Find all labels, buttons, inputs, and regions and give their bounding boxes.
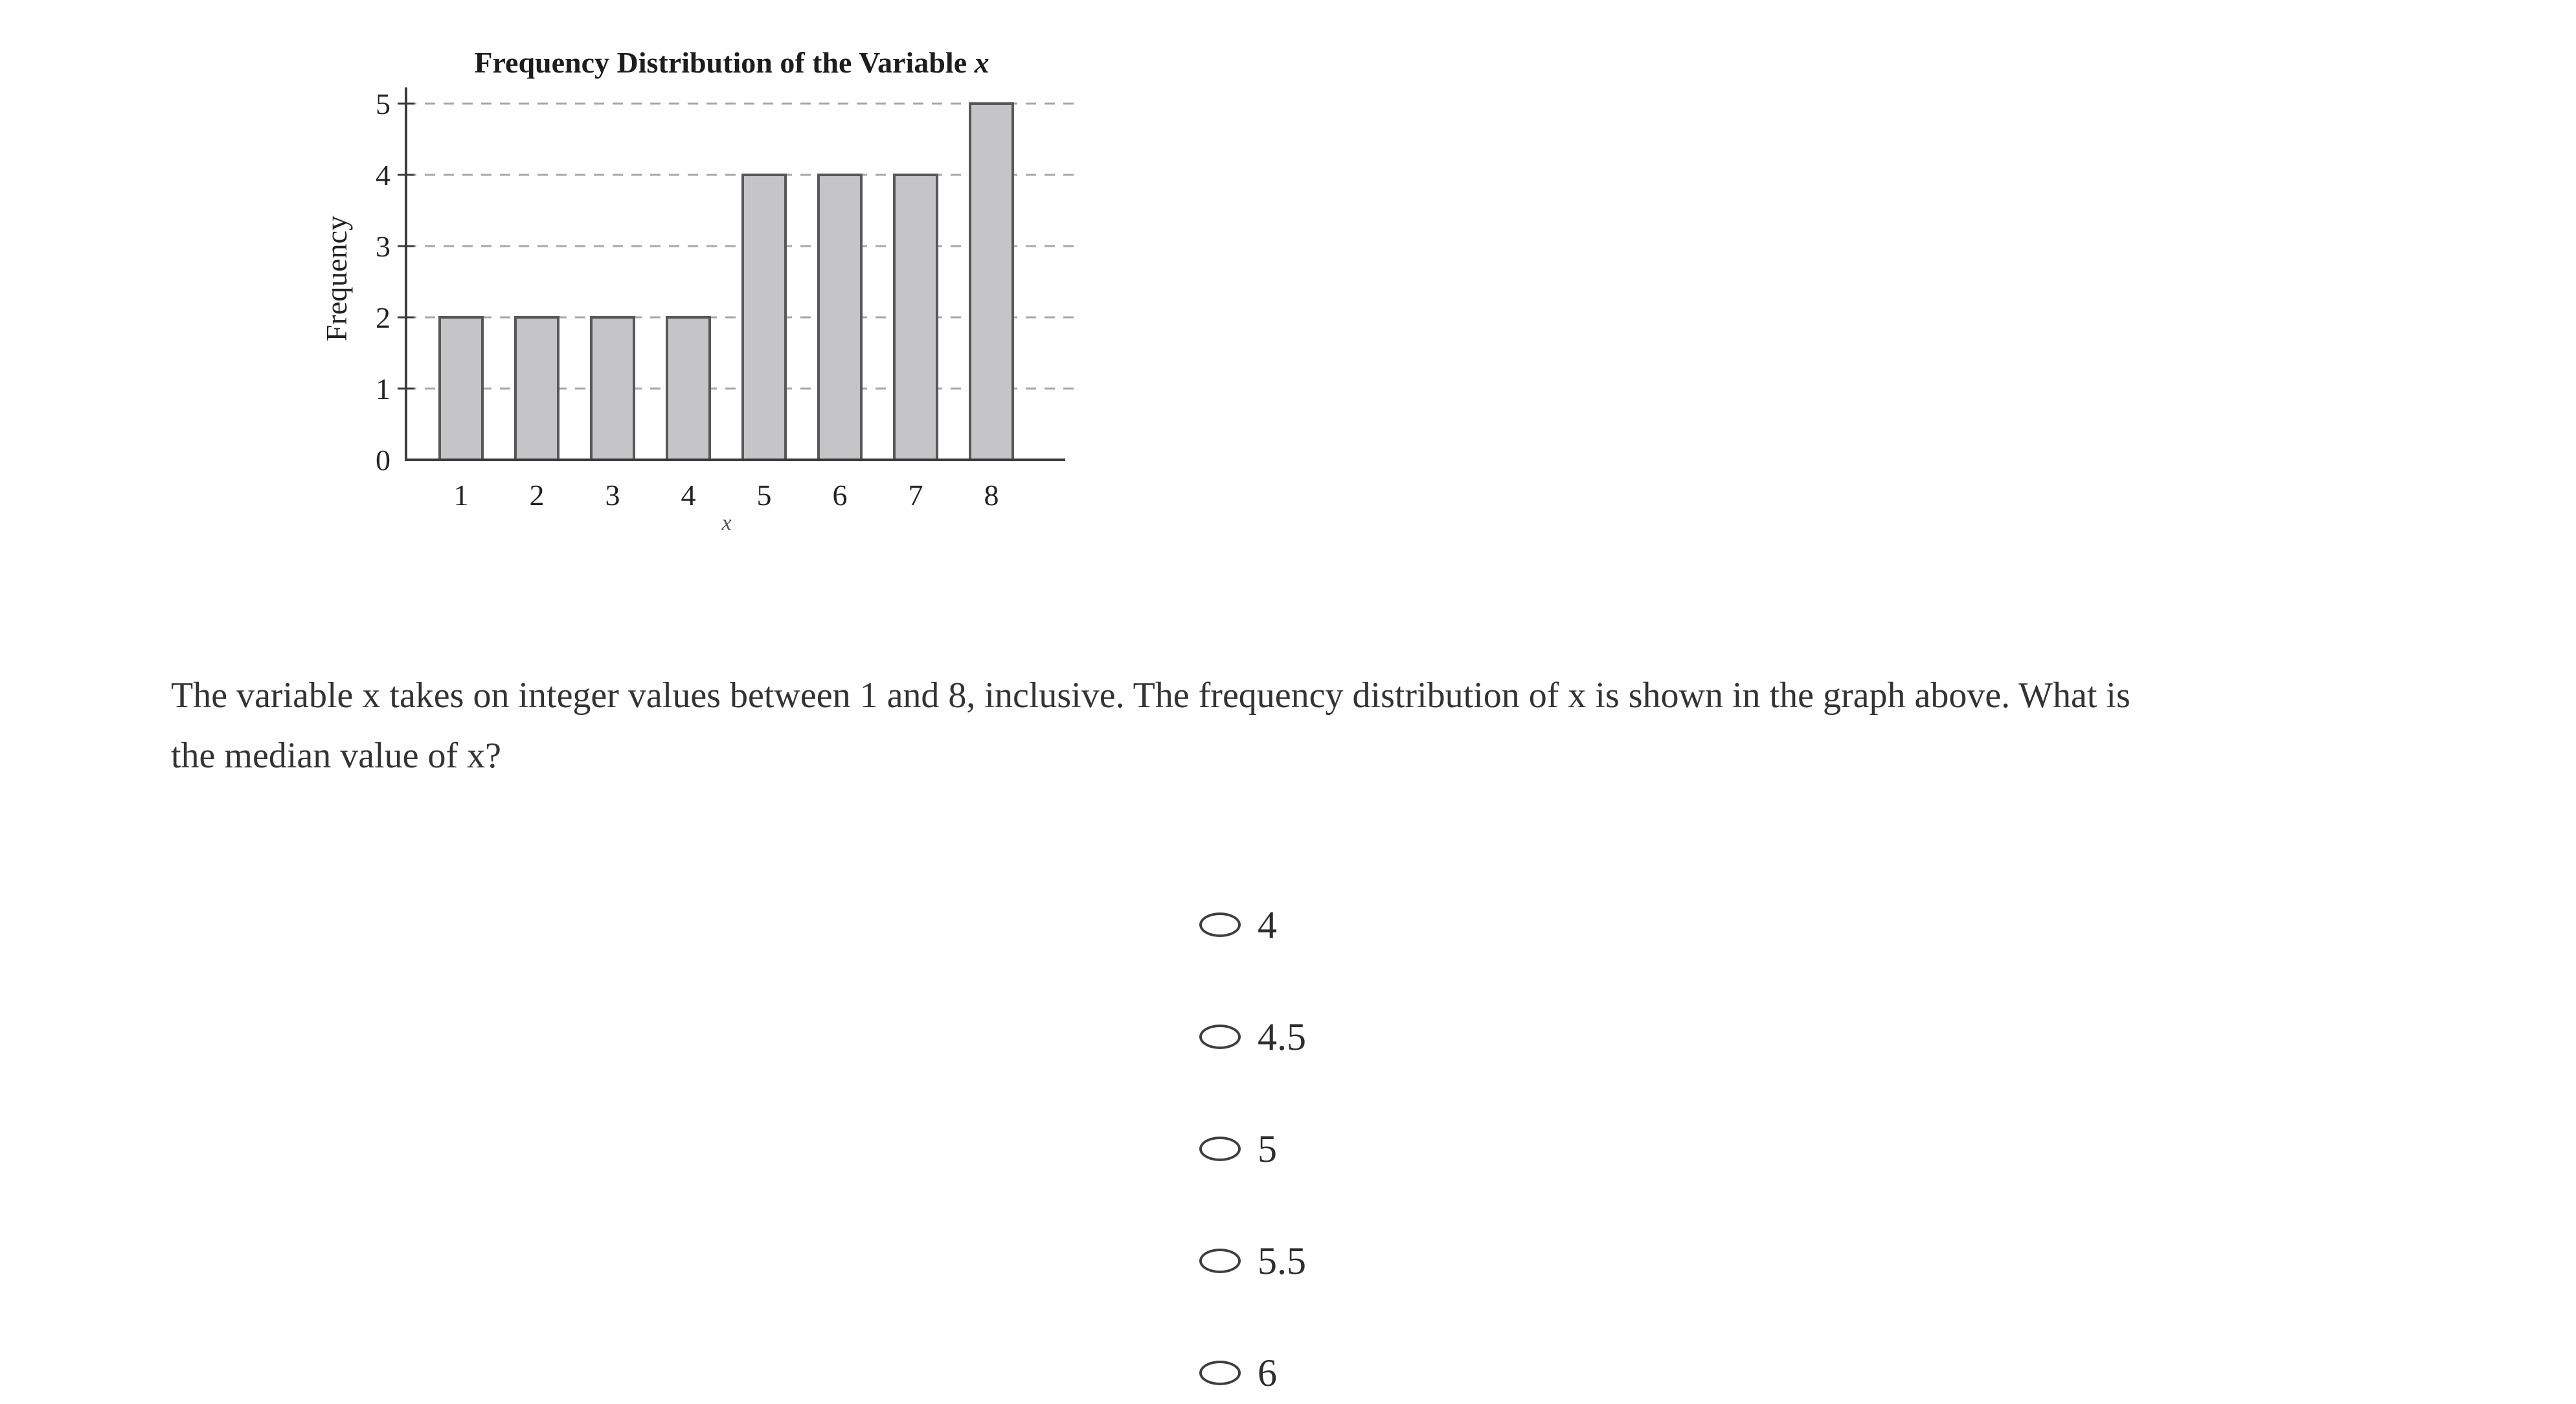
svg-text:1: 1 (453, 479, 469, 512)
question-line-1: The variable x takes on integer values between 1 and 8, inclusive. The frequency distribution of x is shown in the graph above. What is (171, 675, 2130, 716)
question-text (171, 666, 2476, 786)
svg-text:2: 2 (529, 479, 545, 512)
svg-text:7: 7 (908, 479, 923, 512)
radio-button-icon[interactable] (1199, 912, 1241, 937)
option-label: 5 (1258, 1127, 1277, 1170)
answer-option[interactable] (1199, 1350, 1306, 1396)
frequency-chart-figure (285, 26, 1101, 538)
svg-text:3: 3 (376, 230, 390, 263)
answer-options-list (1199, 901, 1306, 1396)
answer-option[interactable] (1199, 1013, 1306, 1060)
answer-option[interactable] (1199, 901, 1306, 948)
svg-text:5: 5 (376, 87, 390, 120)
answer-option[interactable] (1199, 1126, 1306, 1172)
svg-text:5: 5 (756, 479, 772, 512)
svg-text:3: 3 (605, 479, 620, 512)
option-label: 4 (1258, 903, 1277, 946)
radio-button-icon[interactable] (1199, 1361, 1241, 1385)
option-label: 4.5 (1258, 1015, 1306, 1058)
question-line-2: the median value of x? (171, 736, 502, 776)
radio-button-icon[interactable] (1199, 1249, 1241, 1273)
svg-text:Frequency: Frequency (320, 215, 353, 342)
svg-text:4: 4 (376, 159, 390, 192)
svg-text:8: 8 (984, 479, 999, 512)
radio-button-icon[interactable] (1199, 1025, 1241, 1049)
option-label: 5.5 (1258, 1240, 1306, 1282)
option-label: 6 (1258, 1352, 1277, 1394)
svg-text:Frequency Distribution of the: Frequency Distribution of the Variable x (474, 46, 989, 79)
svg-text:2: 2 (376, 301, 390, 334)
frequency-bar-chart (285, 26, 1101, 538)
svg-text:0: 0 (376, 444, 390, 477)
svg-text:x: x (721, 511, 732, 535)
answer-option[interactable] (1199, 1238, 1306, 1284)
svg-text:1: 1 (376, 372, 390, 405)
svg-text:4: 4 (681, 479, 696, 512)
radio-button-icon[interactable] (1199, 1137, 1241, 1161)
svg-text:6: 6 (832, 479, 848, 512)
